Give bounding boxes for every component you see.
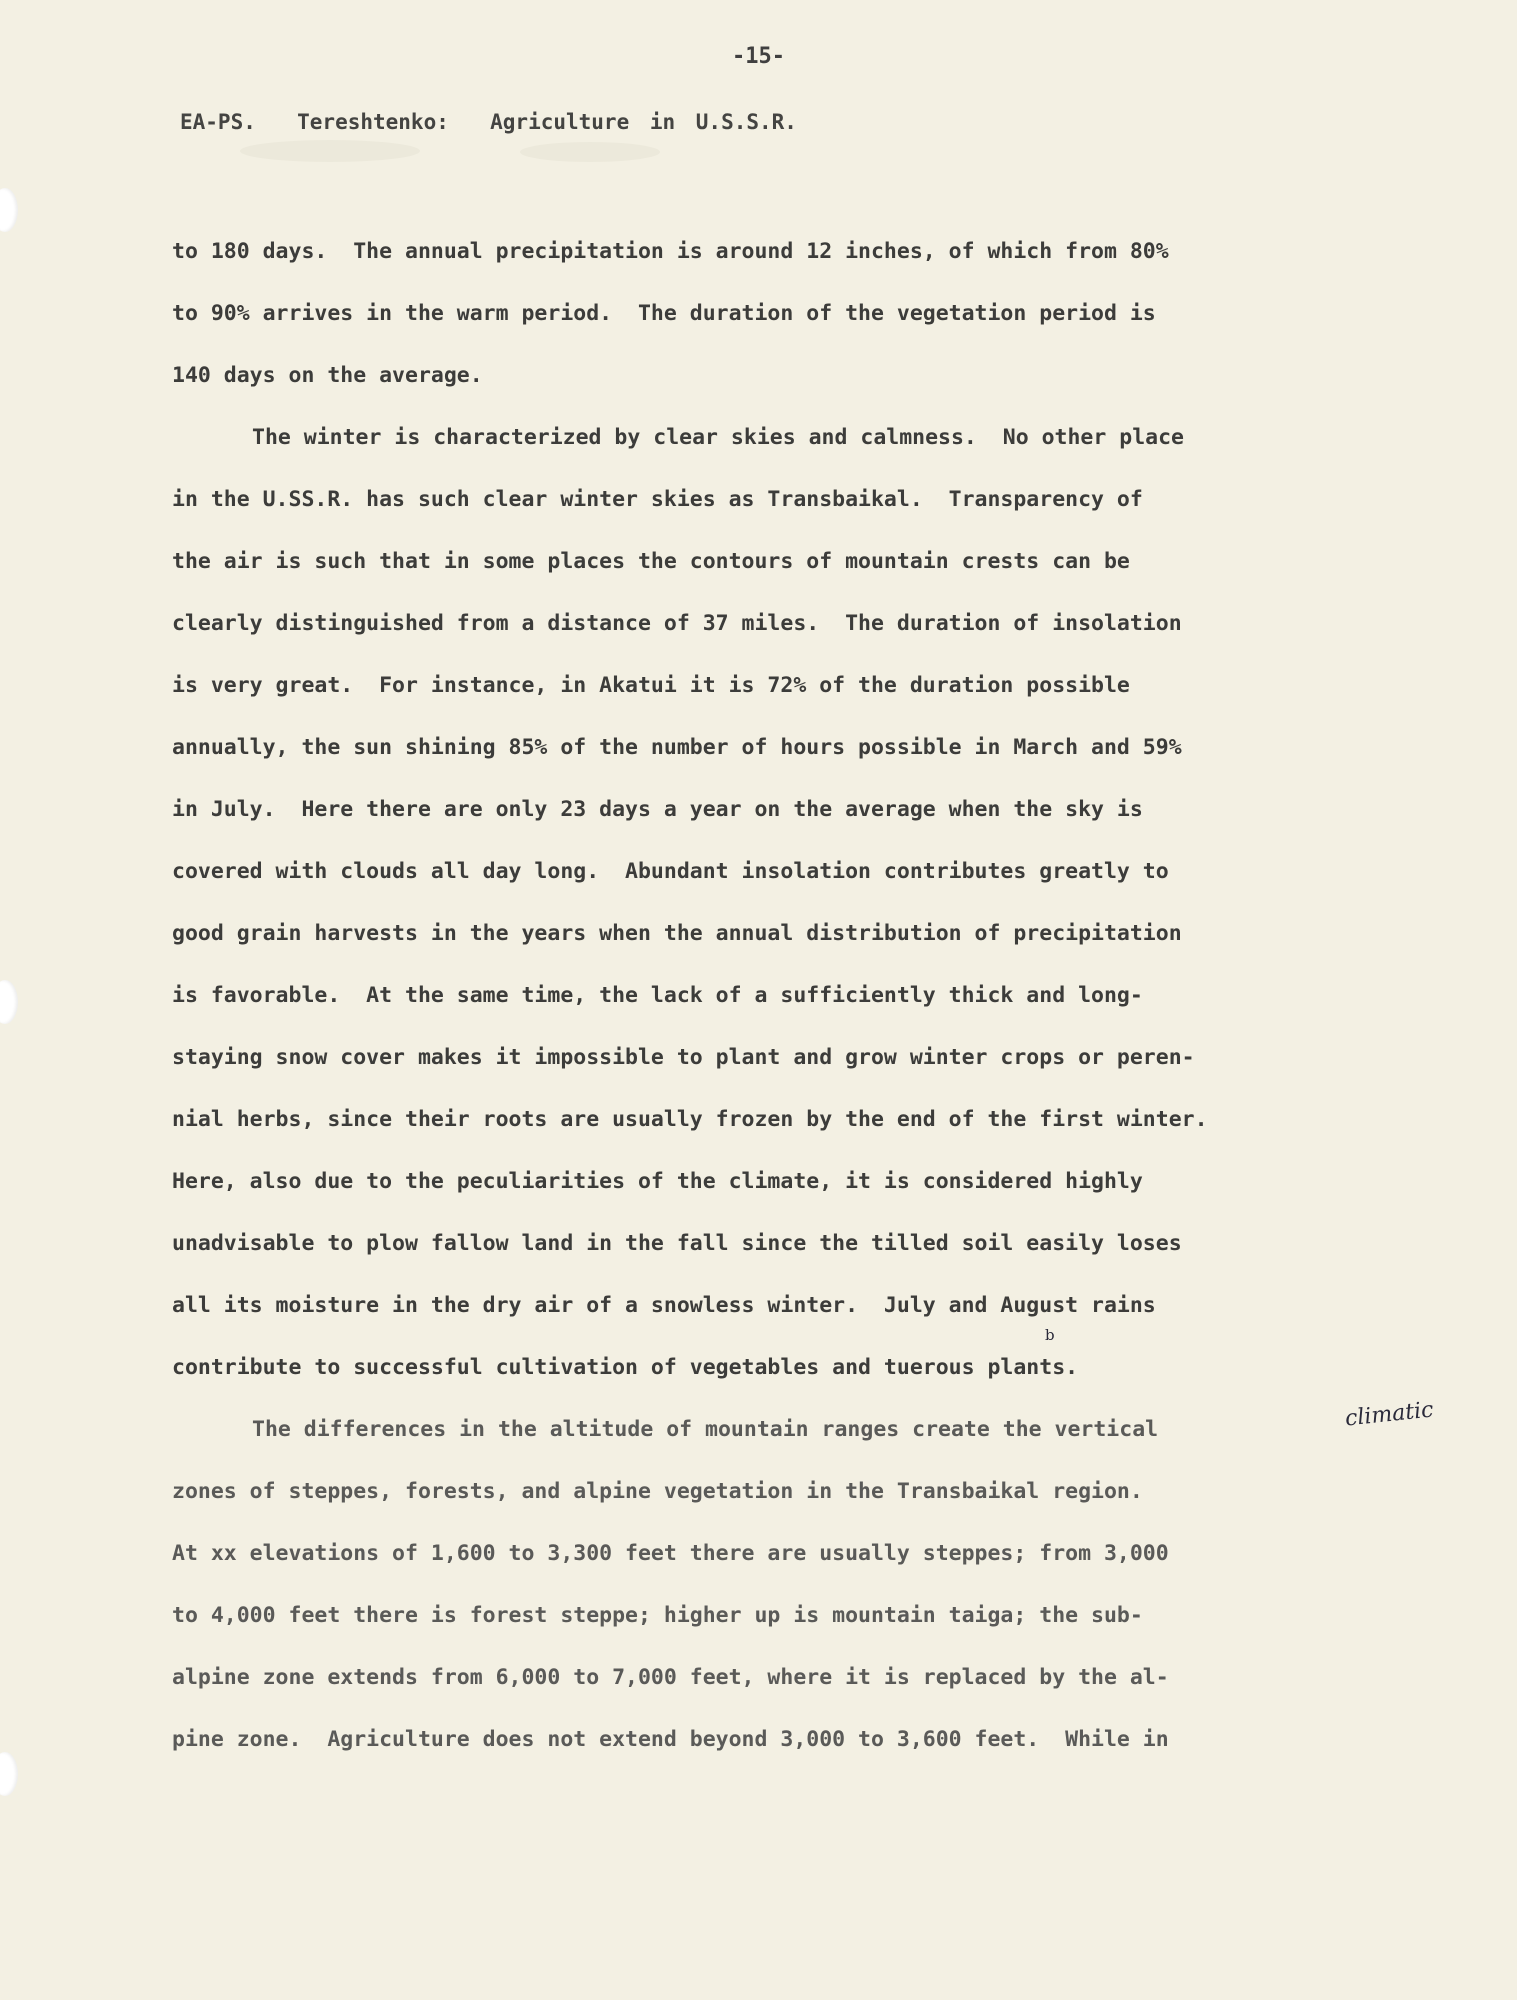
handwritten-insertion: b [1045, 1326, 1055, 1344]
text-line: in the U.SS.R. has such clear winter skies as Transbaikal. Transparency of [172, 487, 1143, 512]
text-line: contribute to successful cultivation of vegetables and tuerous plants. [172, 1355, 1079, 1380]
text-line: in July. Here there are only 23 days a year on the average when the sky is [172, 797, 1143, 822]
text-line: nial herbs, since their roots are usually frozen by the end of the first winter. [172, 1107, 1208, 1132]
text-line: alpine zone extends from 6,000 to 7,000 feet, where it is replaced by the al- [172, 1665, 1169, 1690]
running-head: EA-PS. Tereshtenko: Agriculture in U.S.S.R. [180, 110, 797, 134]
text-line: At xx elevations of 1,600 to 3,300 feet there are usually steppes; from 3,000 [172, 1541, 1169, 1566]
text-line: covered with clouds all day long. Abundant insolation contributes greatly to [172, 859, 1169, 884]
text-line: to 90% arrives in the warm period. The duration of the vegetation period is [172, 301, 1156, 326]
paper-stain [240, 140, 420, 162]
text-line: zones of steppes, forests, and alpine vegetation in the Transbaikal region. [172, 1479, 1143, 1504]
text-line: to 4,000 feet there is forest steppe; higher up is mountain taiga; the sub- [172, 1603, 1143, 1628]
text-line: the air is such that in some places the contours of mountain crests can be [172, 549, 1130, 574]
body-text [172, 230, 1412, 1780]
text-line: The differences in the altitude of mountain ranges create the vertical [252, 1417, 1159, 1442]
text-line: is very great. For instance, in Akatui it is 72% of the duration possible [172, 673, 1130, 698]
text-line: all its moisture in the dry air of a snowless winter. July and August rains [172, 1293, 1156, 1318]
text-line: to 180 days. The annual precipitation is around 12 inches, of which from 80% [172, 239, 1169, 264]
paper-stain [520, 142, 660, 162]
handwritten-margin-note: climatic [1343, 1397, 1435, 1432]
binder-hole [0, 188, 18, 232]
text-line: Here, also due to the peculiarities of the climate, it is considered highly [172, 1169, 1143, 1194]
text-line: pine zone. Agriculture does not extend beyond 3,000 to 3,600 feet. While in [172, 1727, 1169, 1752]
text-line: good grain harvests in the years when the annual distribution of precipitation [172, 921, 1182, 946]
text-line: The winter is characterized by clear skies and calmness. No other place [252, 425, 1184, 450]
binder-hole [0, 980, 18, 1024]
page-number: -15- [732, 44, 785, 69]
text-line: 140 days on the average. [172, 363, 483, 388]
text-line: annually, the sun shining 85% of the number of hours possible in March and 59% [172, 735, 1182, 760]
binder-hole [0, 1752, 18, 1796]
text-line: unadvisable to plow fallow land in the fall since the tilled soil easily loses [172, 1231, 1182, 1256]
text-line: is favorable. At the same time, the lack of a sufficiently thick and long- [172, 983, 1143, 1008]
text-line: clearly distinguished from a distance of 37 miles. The duration of insolation [172, 611, 1182, 636]
text-line: staying snow cover makes it impossible to plant and grow winter crops or peren- [172, 1045, 1195, 1070]
